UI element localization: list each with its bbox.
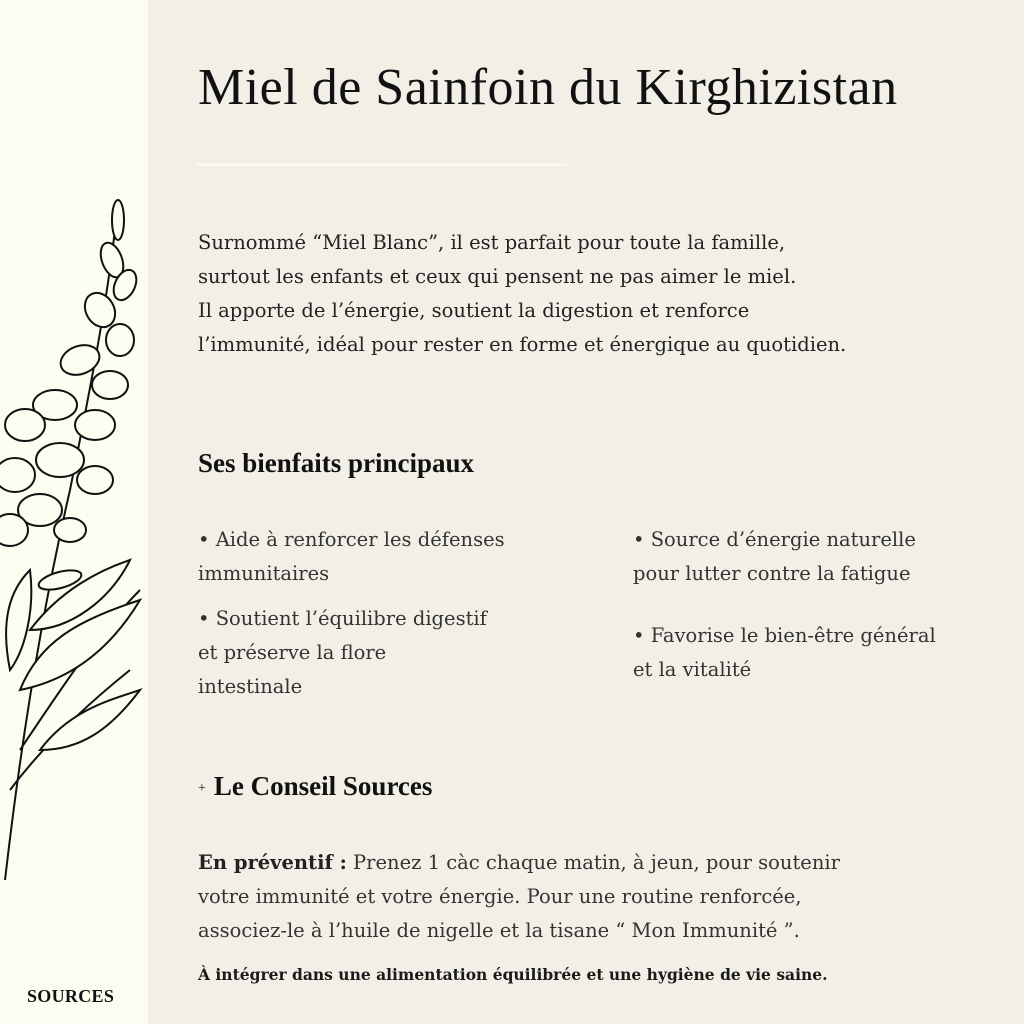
benefit-line: intestinale xyxy=(198,675,303,698)
intro-paragraph xyxy=(198,226,998,362)
benefit-item xyxy=(633,523,916,591)
brand-logo: SOURCES xyxy=(27,986,115,1006)
benefit-line: • Source d’énergie naturelle xyxy=(633,528,916,551)
benefit-line: • Soutient l’équilibre digestif xyxy=(198,607,487,630)
benefit-line: • Favorise le bien-être général xyxy=(633,624,936,647)
conseil-heading xyxy=(198,771,432,802)
advice-line: votre immunité et votre énergie. Pour une routine renforcée, xyxy=(198,885,802,908)
advice-paragraph xyxy=(198,846,998,948)
sainfoin-flower-illustration xyxy=(0,190,150,890)
advice-line: associez-le à l’huile de nigelle et la tisane “ Mon Immunité ”. xyxy=(198,919,800,942)
disclaimer-note: À intégrer dans une alimentation équilibrée et une hygiène de vie saine. xyxy=(198,965,828,984)
benefits-heading: Ses bienfaits principaux xyxy=(198,448,475,478)
benefit-line: immunitaires xyxy=(198,562,330,585)
benefit-item xyxy=(633,619,936,687)
benefit-line: • Aide à renforcer les défenses xyxy=(198,528,505,551)
benefit-line: et la vitalité xyxy=(633,658,752,681)
intro-line: l’immunité, idéal pour rester en forme et énergique au quotidien. xyxy=(198,333,847,356)
benefit-item xyxy=(198,602,487,704)
benefit-line: pour lutter contre la fatigue xyxy=(633,562,911,585)
conseil-heading-text: Le Conseil Sources xyxy=(213,771,433,801)
benefit-line: et préserve la flore xyxy=(198,641,387,664)
advice-line: Prenez 1 càc chaque matin, à jeun, pour soutenir xyxy=(346,851,840,874)
intro-line: Surnommé “Miel Blanc”, il est parfait pour toute la famille, xyxy=(198,231,786,254)
intro-line: surtout les enfants et ceux qui pensent ne pas aimer le miel. xyxy=(198,265,797,288)
title-divider xyxy=(197,163,567,166)
benefit-item xyxy=(198,523,505,591)
intro-line: Il apporte de l’énergie, soutient la digestion et renforce xyxy=(198,299,750,322)
advice-label: En préventif : xyxy=(198,851,347,874)
page-title: Miel de Sainfoin du Kirghizistan xyxy=(198,59,898,116)
plus-icon: + xyxy=(198,780,206,796)
